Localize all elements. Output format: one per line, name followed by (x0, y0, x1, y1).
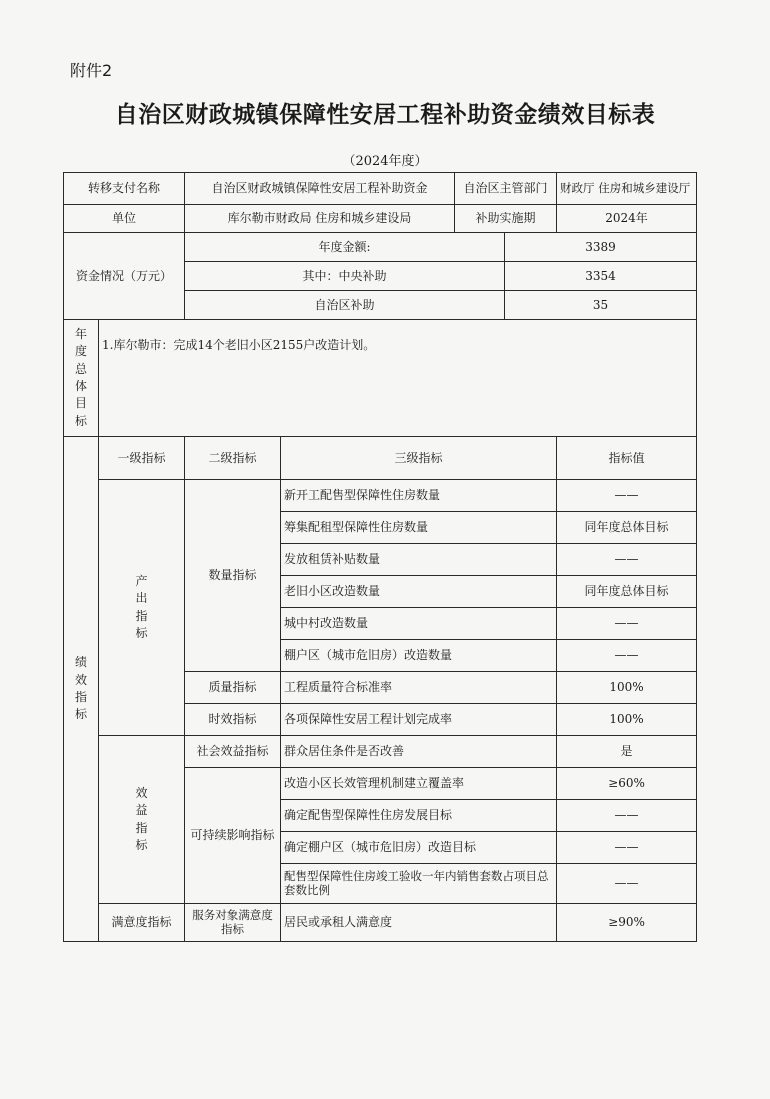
indicator-value: ≥60% (557, 768, 697, 800)
goal-text: 1.库尔勒市：完成14个老旧小区2155户改造计划。 (99, 320, 697, 437)
indicator-name: 群众居住条件是否改善 (281, 736, 557, 768)
sustain-indicator-label: 可持续影响指标 (185, 768, 281, 904)
table-row (64, 480, 697, 512)
indicator-value: 100% (557, 704, 697, 736)
funds-central-value: 3354 (505, 262, 697, 291)
indicator-value: 是 (557, 736, 697, 768)
funds-region-value: 35 (505, 291, 697, 320)
unit-value: 库尔勒市财政局 住房和城乡建设局 (185, 205, 455, 233)
indicator-name: 老旧小区改造数量 (281, 576, 557, 608)
table-row (64, 904, 697, 942)
social-indicator-label: 社会效益指标 (185, 736, 281, 768)
indicator-name: 筹集配租型保障性住房数量 (281, 512, 557, 544)
transfer-row (64, 173, 697, 205)
indicator-value: —— (557, 640, 697, 672)
transfer-value: 自治区财政城镇保障性安居工程补助资金 (185, 173, 455, 205)
indicator-value: —— (557, 544, 697, 576)
indicator-name: 居民或承租人满意度 (281, 904, 557, 942)
document-title: 自治区财政城镇保障性安居工程补助资金绩效目标表 (114, 102, 656, 128)
col-value: 指标值 (557, 437, 697, 480)
attachment-label: 附件2 (70, 61, 113, 80)
dept-label: 自治区主管部门 (455, 173, 557, 205)
indicator-name: 确定棚户区（城市危旧房）改造目标 (281, 832, 557, 864)
year-label: （2024年度） (342, 154, 428, 169)
table-row (64, 736, 697, 768)
indicator-value: —— (557, 480, 697, 512)
indicator-name: 城中村改造数量 (281, 608, 557, 640)
satisfaction-indicator-label: 满意度指标 (99, 904, 185, 942)
period-value: 2024年 (557, 205, 697, 233)
indicator-value: —— (557, 832, 697, 864)
indicator-name: 工程质量符合标准率 (281, 672, 557, 704)
indicator-value: —— (557, 800, 697, 832)
unit-row (64, 205, 697, 233)
indicator-section-label: 绩 效 指 标 (64, 437, 99, 942)
indicator-name: 新开工配售型保障性住房数量 (281, 480, 557, 512)
unit-label: 单位 (64, 205, 185, 233)
indicator-value: 同年度总体目标 (557, 576, 697, 608)
indicator-name: 棚户区（城市危旧房）改造数量 (281, 640, 557, 672)
funds-annual-value: 3389 (505, 233, 697, 262)
col-level1: 一级指标 (99, 437, 185, 480)
indicator-name: 确定配售型保障性住房发展目标 (281, 800, 557, 832)
dept-value: 财政厅 住房和城乡建设厅 (557, 173, 697, 205)
indicator-value: ≥90% (557, 904, 697, 942)
quantity-indicator-label: 数量指标 (185, 480, 281, 672)
output-indicator-label: 产 出 指 标 (99, 480, 185, 736)
timeliness-indicator-label: 时效指标 (185, 704, 281, 736)
period-label: 补助实施期 (455, 205, 557, 233)
indicator-name: 改造小区长效管理机制建立覆盖率 (281, 768, 557, 800)
funds-annual-label: 年度金额: (185, 233, 505, 262)
indicator-name: 发放租赁补贴数量 (281, 544, 557, 576)
indicator-value: —— (557, 864, 697, 904)
goal-row (64, 320, 697, 437)
indicator-value: 100% (557, 672, 697, 704)
quality-indicator-label: 质量指标 (185, 672, 281, 704)
funds-annual-row (64, 233, 697, 262)
indicator-header-row (64, 437, 697, 480)
col-level3: 三级指标 (281, 437, 557, 480)
funds-central-label: 其中：中央补助 (185, 262, 505, 291)
benefit-indicator-label: 效 益 指 标 (99, 736, 185, 904)
indicator-name: 各项保障性安居工程计划完成率 (281, 704, 557, 736)
funds-region-label: 自治区补助 (185, 291, 505, 320)
transfer-label: 转移支付名称 (64, 173, 185, 205)
funds-label: 资金情况（万元） (64, 233, 185, 320)
goal-label: 年 度 总 体 目 标 (64, 320, 99, 437)
performance-table (63, 172, 697, 942)
indicator-value: 同年度总体目标 (557, 512, 697, 544)
col-level2: 二级指标 (185, 437, 281, 480)
service-satisfaction-label: 服务对象满意度指标 (185, 904, 281, 942)
indicator-name: 配售型保障性住房竣工验收一年内销售套数占项目总套数比例 (281, 864, 557, 904)
indicator-value: —— (557, 608, 697, 640)
